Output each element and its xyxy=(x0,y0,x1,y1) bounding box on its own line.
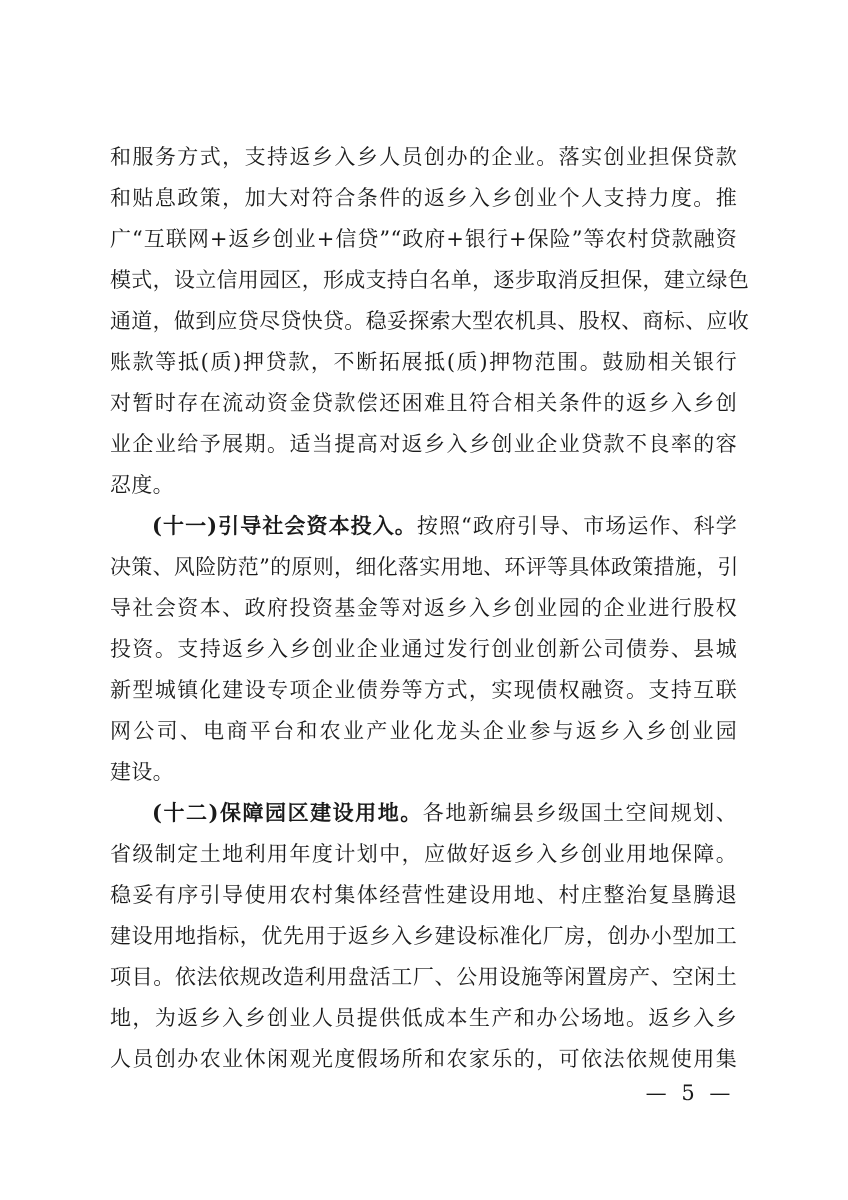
paragraph-line: 网公司、电商平台和农业产业化龙头企业参与返乡入乡创业园 xyxy=(110,719,737,743)
paragraph-line: 人员创办农业休闲观光度假场所和农家乐的，可依法依规使用集 xyxy=(110,1047,737,1071)
paragraph-line: 建设用地指标，优先用于返乡入乡建设标准化厂房，创办小型加工 xyxy=(110,924,737,948)
paragraph-line: 投资。支持返乡入乡创业企业通过发行创业创新公司债券、县城 xyxy=(110,637,737,661)
section-12-first-line xyxy=(152,798,737,828)
paragraph-line: 忍度。 xyxy=(110,473,174,497)
paragraph-line: 通道，做到应贷尽贷快贷。稳妥探索大型农机具、股权、商标、应收 xyxy=(110,309,749,333)
paragraph-line: 业企业给予展期。适当提高对返乡入乡创业企业贷款不良率的容 xyxy=(110,432,737,456)
section-12-first-text: 各地新编县乡级国土空间规划、 xyxy=(422,801,737,825)
paragraph-line: 项目。依法依规改造利用盘活工厂、公用设施等闲置房产、空闲土 xyxy=(110,965,737,989)
paragraph-line: 地，为返乡入乡创业人员提供低成本生产和办公场地。返乡入乡 xyxy=(110,1006,737,1030)
paragraph-line: 和贴息政策，加大对符合条件的返乡入乡创业个人支持力度。推 xyxy=(110,186,737,210)
section-12-heading: (十二)保障园区建设用地。 xyxy=(152,800,423,825)
section-11-first-text: 按照“政府引导、市场运作、科学 xyxy=(416,514,737,538)
paragraph-line: 账款等抵(质)押贷款，不断拓展抵(质)押物范围。鼓励相关银行 xyxy=(110,350,737,374)
paragraph-line: 模式，设立信用园区，形成支持白名单，逐步取消反担保，建立绿色 xyxy=(110,268,749,292)
paragraph-line: 广“互联网+返乡创业+信贷”“政府+银行+保险”等农村贷款融资 xyxy=(110,227,737,251)
paragraph-line: 对暂时存在流动资金贷款偿还困难且符合相关条件的返乡入乡创 xyxy=(110,391,737,415)
paragraph-line: 导社会资本、政府投资基金等对返乡入乡创业园的企业进行股权 xyxy=(110,596,737,620)
section-11-first-line xyxy=(152,511,737,541)
paragraph-line: 新型城镇化建设专项企业债券等方式，实现债权融资。支持互联 xyxy=(110,678,737,702)
paragraph-line: 决策、风险防范”的原则，细化落实用地、环评等具体政策措施，引 xyxy=(110,555,739,579)
section-11-heading: (十一)引导社会资本投入。 xyxy=(152,513,417,538)
paragraph-line: 建设。 xyxy=(110,760,174,784)
paragraph-line: 省级制定土地利用年度计划中，应做好返乡入乡创业用地保障。 xyxy=(110,842,737,866)
paragraph-line: 和服务方式，支持返乡入乡人员创办的企业。落实创业担保贷款 xyxy=(110,145,737,169)
paragraph-line: 稳妥有序引导使用农村集体经营性建设用地、村庄整治复垦腾退 xyxy=(110,883,737,907)
page-number: — 5 — xyxy=(645,1081,735,1105)
